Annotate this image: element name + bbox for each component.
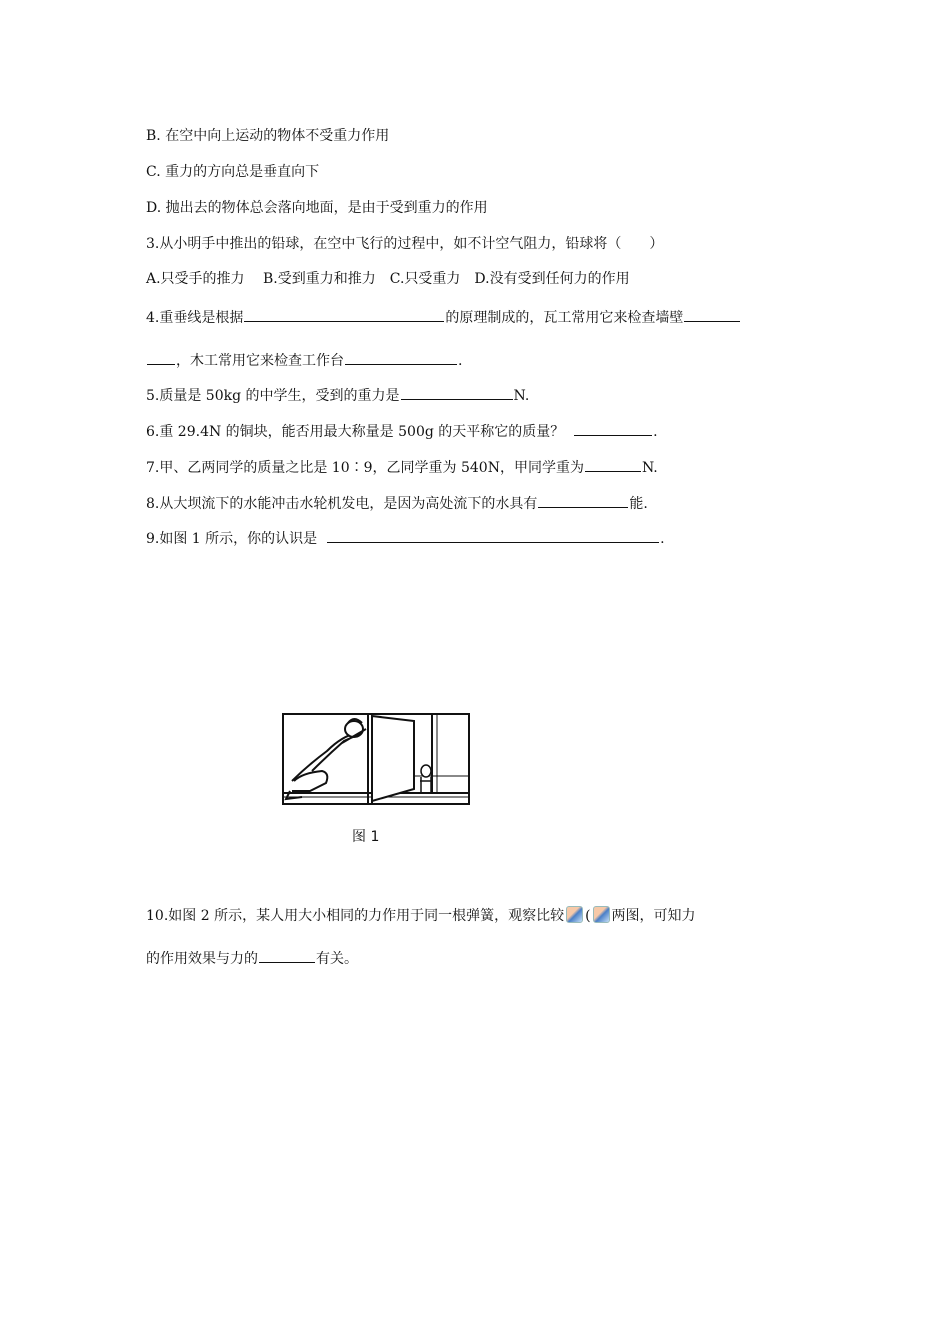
q5-text-a: 5.质量是 50kg 的中学生，受到的重力是	[146, 388, 400, 404]
q10-text-a: 10.如图 2 所示，某人用大小相同的力作用于同一根弹簧，观察比较	[146, 908, 565, 924]
q7-text-a: 7.甲、乙两同学的质量之比是 10∶9，乙同学重为 540N，甲同学重为	[146, 460, 584, 476]
q4-text-c: ，木工常用它来检查工作台	[176, 353, 344, 369]
q10-text-c: 两图，可知力	[611, 908, 696, 924]
q10-text-e: 有关。	[316, 951, 358, 967]
q4-blank-1	[244, 306, 444, 322]
q10-blank	[259, 947, 315, 963]
question-5	[146, 384, 529, 406]
q5-blank	[401, 384, 513, 400]
q9-text-a: 9.如图 1 所示，你的认识是	[146, 531, 318, 547]
q4-text-a: 4.重垂线是根据	[146, 310, 244, 326]
q4-text-b: 的原理制成的，瓦工常用它来检查墙壁	[445, 310, 684, 326]
q7-text-b: N.	[641, 460, 658, 476]
q4-blank-2b	[147, 349, 175, 365]
option-c: C. 重力的方向总是垂直向下	[146, 164, 320, 180]
q8-text-a: 8.从大坝流下的水能冲击水轮机发电，是因为高处流下的水具有	[146, 496, 538, 512]
q8-blank	[538, 492, 628, 508]
q7-blank	[585, 456, 641, 472]
q6-blank	[574, 420, 652, 436]
option-b: B. 在空中向上运动的物体不受重力作用	[146, 128, 390, 144]
question-10-line1	[146, 906, 696, 926]
option-d: D. 抛出去的物体总会落向地面，是由于受到重力的作用	[146, 200, 488, 216]
image-placeholder-icon	[593, 906, 610, 923]
question-8	[146, 492, 648, 514]
image-placeholder-icon	[566, 906, 583, 923]
question-6	[146, 420, 658, 442]
q4-blank-2	[684, 306, 740, 322]
q10-text-d: 的作用效果与力的	[146, 951, 258, 967]
question-3: 3.从小明手中推出的铅球，在空中飞行的过程中，如不计空气阻力，铅球将（ ）	[146, 236, 664, 252]
q9-text-b: .	[660, 531, 665, 547]
question-7	[146, 456, 658, 478]
q6-text-b: .	[653, 424, 658, 440]
question-4-line1	[146, 306, 741, 328]
q8-text-b: 能.	[629, 496, 648, 512]
question-4-line2	[146, 349, 462, 371]
q5-text-b: N.	[513, 388, 530, 404]
question-9	[146, 527, 665, 549]
q6-text-a: 6.重 29.4N 的铜块，能否用最大称量是 500g 的天平称它的质量？	[146, 424, 565, 440]
q9-blank	[327, 527, 659, 543]
question-3-options: A.只受手的推力 B.受到重力和推力 C.只受重力 D.没有受到任何力的作用	[146, 271, 630, 287]
q10-text-b: (	[585, 908, 591, 924]
figure-1-caption: 图 1	[352, 829, 380, 845]
figure-1-illustration	[282, 711, 470, 806]
question-10-line2	[146, 947, 358, 969]
q4-blank-3	[345, 349, 457, 365]
q4-text-d: .	[458, 353, 463, 369]
